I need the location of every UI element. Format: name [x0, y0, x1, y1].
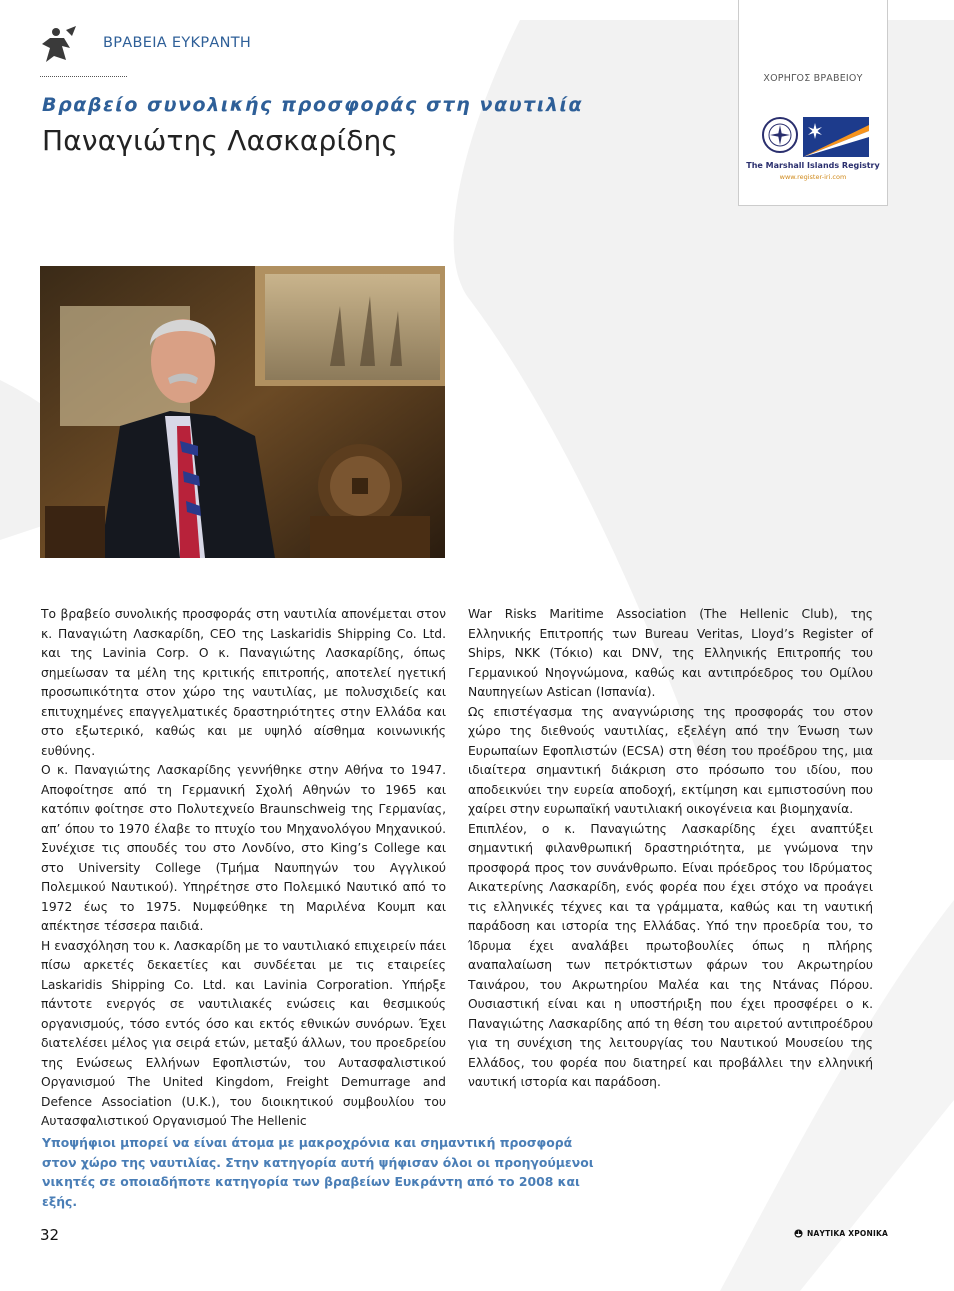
- marshall-islands-flag-icon: [803, 117, 869, 157]
- paragraph: Επιπλέον, ο κ. Παναγιώτης Λασκαρίδης έχει αναπτύξει σημαντική φιλανθρωπική δραστηριότητα, με γνώμονα την προσφορά προς τον συνάνθρωπο. Είναι πρόεδρος του Ιδρύματος Αικατερίνης Λασκαρίδη, ενός φορέα που έχει στόχο να προάγει τις ελληνικές τέχνες και τα γράμματα, καθώς και τη ναυτική παράδοση και ιστορία της Ελλάδας. Υπό την προεδρία του, το Ίδρυμα έχει αναλάβει πρωτοβουλίες όπως η πλήρης αναπαλαίωση των πετρόκτιστων φάρων του Ακρωτηρίου Ταινάρου, του Ακρωτηρίου Μαλέα και της Ντάνας Πόρου. Ουσιαστική είναι και η υποστήριξη που έχει προσφέρει ο κ. Παναγιώτης Λασκαρίδης από τη θέση του αιρετού αντιπροέδρου για τη συνέχιση της λειτουργίας του Ναυτικού Μουσείου της Ελλάδος, του φορέα που διατηρεί και προβάλλει την ελληνική ναυτική ιστορία και παράδοση.: [468, 821, 873, 1089]
- sponsor-box: [738, 0, 888, 206]
- paragraph: Ως επιστέγασμα της αναγνώρισης της προσφοράς του στον χώρο της διεθνούς ναυτιλίας, εξελέγη από την Ένωση των Ευρωπαίων Εφοπλιστών (ECSA) στη θέση του προέδρου της, μια ιδιαίτερα σημαντική διάκριση στο πρόσωπο του ιδίου, που αποδεικνύει την ευρεία αποδοχή, εκτίμηση και εμπιστοσύνη που χαίρει στην ευρωπαϊκή ναυτιλιακή οικογένεια και βιομηχανία.: [468, 704, 873, 816]
- magazine-icon: [794, 1229, 803, 1238]
- paragraph: Το βραβείο συνολικής προσφοράς στη ναυτιλία απονέμεται στον κ. Παναγιώτη Λασκαρίδη, CEO της Laskaridis Shipping Co. Ltd. και της Lavinia Corp. Ο κ. Παναγιώτης Λασκαρίδης, όπως σημείωσαν τα μέλη της κριτικής επιτροπής, αποτελεί ηγετική προσωπικότητα στον χώρο της ναυτιλίας, με πολυσχιδείς και επιτυχημένες επαγγελματικές δραστηριότητες στην Ελλάδα και στο εξωτερικό, καθώς και με υψηλό αίσθημα κοινωνικής ευθύνης.: [41, 607, 446, 758]
- paragraph: Ο κ. Παναγιώτης Λασκαρίδης γεννήθηκε στην Αθήνα το 1947. Αποφοίτησε από τη Γερμανική Σχολή Αθηνών το 1965 και κατόπιν φοίτησε στο Πολυτεχνείο Braunschweig της Γερμανίας, απ’ όπου το 1970 έλαβε το πτυχίο του Μηχανολόγου Μηχανικού. Συνέχισε τις σπουδές του στο Λονδίνο, στο King’s College και στο University College (Τμήμα Ναυπηγών του Αγγλικού Πολεμικού Ναυτικού). Υπηρέτησε στο Πολεμικό Ναυτικό από το 1972 έως το 1975. Νυμφεύθηκε τη Μαριλένα Κουμπ και απέκτησε τέσσερα παιδιά.: [41, 763, 446, 933]
- magazine-name: ΝΑΥΤΙΚΑ ΧΡΟΝΙΚΑ: [807, 1229, 888, 1238]
- section-title: ΒΡΑΒΕΙΑ ΕΥΚΡΑΝΤΗ: [103, 35, 252, 51]
- header-divider: [40, 76, 127, 77]
- eligibility-note: Υποψήφιοι μπορεί να είναι άτομα με μακροχρόνια και σημαντική προσφορά στον χώρο της ναυτιλίας. Στην κατηγορία αυτή ψήφισαν όλοι οι προηγούμενοι νικητές σε οποιαδήποτε κατηγορία των βραβείων Ευκράντη από το 2008 και εξής.: [42, 1135, 594, 1209]
- left-column: [41, 605, 446, 1132]
- euxranti-logo-icon: [36, 22, 80, 66]
- sponsor-name: The Marshall Islands Registry: [746, 161, 880, 170]
- sponsor-url: www.register-iri.com: [779, 173, 847, 181]
- sponsor-label: ΧΟΡΗΓΟΣ ΒΡΑΒΕΙΟΥ: [763, 73, 863, 84]
- person-name: Παναγιώτης Λασκαρίδης: [42, 124, 399, 157]
- paragraph: War Risks Maritime Association (The Hellenic Club), της Ελληνικής Επιτροπής των Bureau Veritas, Lloyd’s Register of Ships, NKK (Τόκιο) και DNV, της Ελληνικής Επιτροπής του Γερμανικού Νηογνώμονα, καθώς και αντιπρόεδρος του Ομίλου Ναυπηγείων Astican (Ισπανία).: [468, 607, 873, 699]
- award-title: Βραβείο συνολικής προσφοράς στη ναυτιλία: [42, 94, 584, 116]
- paragraph: Η ενασχόληση του κ. Λασκαρίδη με το ναυτιλιακό επιχειρείν πάει πίσω αρκετές δεκαετίες και συνδέεται με τις εταιρείες Laskaridis Shipping Co. Ltd. και Lavinia Corporation. Υπήρξε πάντοτε ενεργός σε ναυτιλιακές ενώσεις και θεσμικούς οργανισμούς, τόσο εντός όσο και εκτός εθνικών συνόρων. Έχει διατελέσει μέλος για σειρά ετών, μεταξύ άλλων, του προεδρείου της Ενώσεως Ελλήνων Εφοπλιστών, του Αυτασφαλιστικού Οργανισμού The United Kingdom, Freight Demurrage and Defence Association (U.K.), του διοικητικού συμβουλίου του Αυτασφαλιστικού Οργανισμού The Hellenic: [41, 938, 446, 1128]
- page-number: 32: [40, 1226, 60, 1244]
- magazine-logo: [794, 1229, 888, 1238]
- registry-seal-icon: [761, 116, 799, 154]
- right-column: [468, 605, 873, 1093]
- portrait-photo: [40, 266, 445, 558]
